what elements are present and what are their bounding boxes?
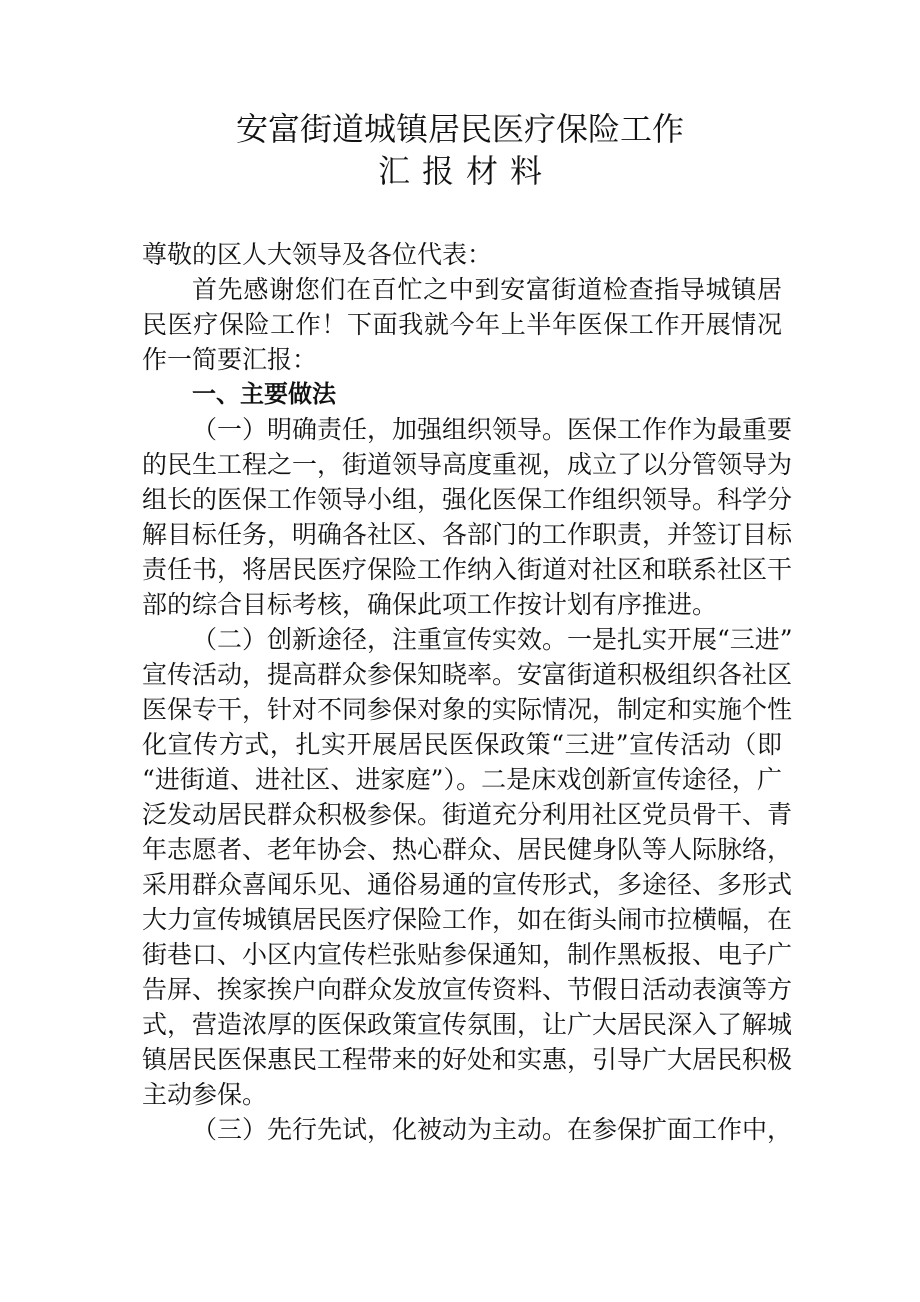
document-subtitle: 汇报材料 — [377, 152, 554, 190]
paragraph-line: 泛发动居民群众积极参保。街道充分利用社区党员骨干、青 — [142, 800, 793, 829]
paragraph-line: 式，营造浓厚的医保政策宣传氛围，让广大居民深入了解城 — [142, 1010, 793, 1039]
section-paragraph-1 — [142, 412, 793, 622]
paragraph-line: 镇居民医保惠民工程带来的好处和实惠，引导广大居民积极 — [142, 1045, 793, 1074]
paragraph-line: 组长的医保工作领导小组，强化医保工作组织领导。科学分 — [142, 485, 793, 514]
paragraph-line: （一）明确责任，加强组织领导。医保工作作为最重要 — [192, 415, 793, 444]
paragraph-line: 解目标任务，明确各社区、各部门的工作职责，并签订目标 — [142, 520, 793, 549]
salutation — [142, 237, 782, 272]
paragraph-line: 化宣传方式，扎实开展居民医保政策“三进”宣传活动（即 — [142, 730, 782, 759]
section-heading — [142, 377, 782, 412]
section-paragraph-2 — [142, 622, 793, 1112]
paragraph-line: 的民生工程之一，街道领导高度重视，成立了以分管领导为 — [142, 450, 793, 479]
document-body — [142, 237, 793, 1147]
intro-paragraph — [142, 272, 782, 377]
paragraph-line: 年志愿者、老年协会、热心群众、居民健身队等人际脉络， — [142, 835, 793, 864]
paragraph-line: 部的综合目标考核，确保此项工作按计划有序推进。 — [142, 590, 718, 619]
salutation-text: 尊敬的区人大领导及各位代表： — [142, 240, 493, 269]
paragraph-line: 医保专干，针对不同参保对象的实际情况，制定和实施个性 — [142, 695, 793, 724]
paragraph-line: 街巷口、小区内宣传栏张贴参保通知，制作黑板报、电子广 — [142, 940, 793, 969]
paragraph-line: 采用群众喜闻乐见、通俗易通的宣传形式，多途径、多形式 — [142, 870, 793, 899]
paragraph-line: （二）创新途径，注重宣传实效。一是扎实开展“三进” — [192, 625, 793, 654]
paragraph-line: 责任书，将居民医疗保险工作纳入街道对社区和联系社区干 — [142, 555, 793, 584]
paragraph-line: （三）先行先试，化被动为主动。在参保扩面工作中， — [192, 1115, 793, 1144]
paragraph-line: 作一简要汇报： — [142, 345, 318, 374]
paragraph-line: “进街道、进社区、进家庭”）。二是床戏创新宣传途径，广 — [142, 765, 782, 794]
section-paragraph-3 — [142, 1112, 793, 1147]
paragraph-line: 告屏、挨家挨户向群众发放宣传资料、节假日活动表演等方 — [142, 975, 793, 1004]
section-heading-text: 一、主要做法 — [192, 380, 336, 408]
paragraph-line: 主动参保。 — [142, 1080, 268, 1109]
document-title: 安富街道城镇居民医疗保险工作 — [235, 110, 684, 148]
paragraph-line: 宣传活动，提高群众参保知晓率。安富街道积极组织各社区 — [142, 660, 793, 689]
paragraph-line: 首先感谢您们在百忙之中到安富街道检查指导城镇居 — [192, 275, 782, 304]
paragraph-line: 大力宣传城镇居民医疗保险工作，如在街头闹市拉横幅，在 — [142, 905, 793, 934]
paragraph-line: 民医疗保险工作！下面我就今年上半年医保工作开展情况 — [142, 310, 782, 339]
